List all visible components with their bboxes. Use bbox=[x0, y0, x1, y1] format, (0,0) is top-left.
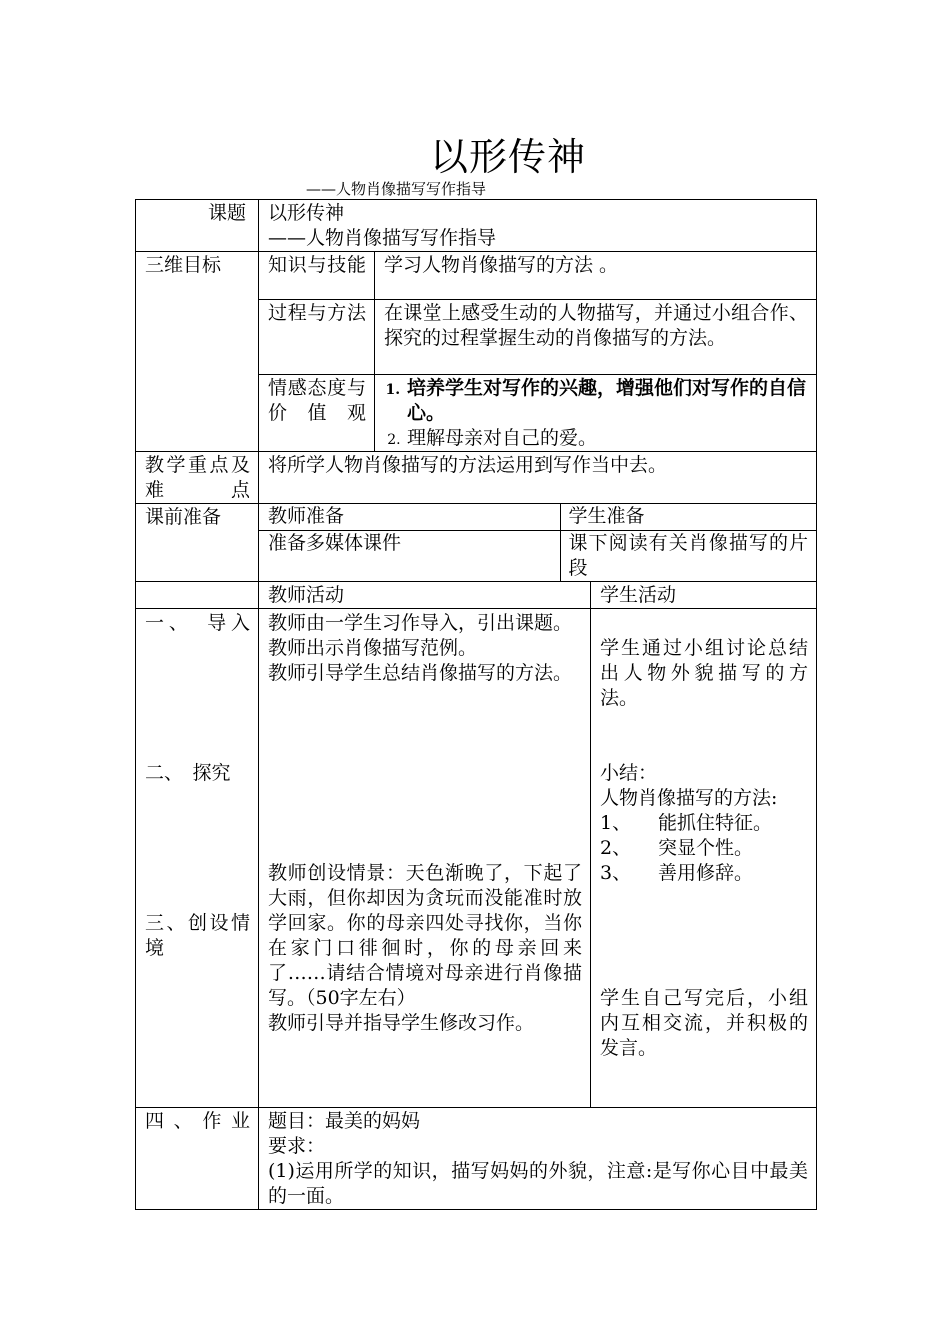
summary-item-3: 3、 善用修辞。 bbox=[600, 861, 754, 884]
process-value: 在课堂上感受生动的人物描写，并通过小组合作、探究的过程掌握生动的肖像描写的方法。 bbox=[375, 300, 817, 375]
teacher-activities bbox=[259, 608, 591, 1107]
teacher-activity-2: 教师出示肖像描写范例。 bbox=[268, 636, 478, 659]
preparation-subtable bbox=[259, 504, 816, 581]
teacher-activity-3: 教师引导学生总结肖像描写的方法。 bbox=[268, 661, 573, 684]
activity-steps bbox=[136, 608, 259, 1107]
topic-row bbox=[136, 200, 817, 252]
activity-header-row bbox=[136, 581, 817, 608]
page-title: 以形传神 bbox=[429, 135, 586, 179]
topic-value bbox=[259, 200, 817, 252]
emotion-list bbox=[377, 376, 808, 451]
emotion-value bbox=[375, 375, 817, 452]
homework-topic: 题目：最美的妈妈 bbox=[268, 1109, 421, 1132]
teacher-activity-header: 教师活动 bbox=[259, 581, 591, 608]
activity-step-header bbox=[136, 581, 259, 608]
summary-subtitle: 人物肖像描写的方法: bbox=[600, 786, 778, 809]
goals-knowledge-row bbox=[136, 252, 817, 300]
homework-value bbox=[259, 1107, 817, 1209]
teacher-activity-1: 教师由一学生习作导入，引出课题。 bbox=[268, 611, 573, 634]
knowledge-value: 学习人物肖像描写的方法 。 bbox=[375, 252, 817, 300]
summary-item-2: 2、 突显个性。 bbox=[600, 836, 754, 859]
student-activity-1: 学生通过小组讨论总结出人物外貌描写的方法。 bbox=[600, 636, 809, 709]
student-prep-header: 学生准备 bbox=[560, 504, 816, 530]
teacher-activity-5: 教师引导并指导学生修改习作。 bbox=[268, 1011, 535, 1034]
homework-row bbox=[136, 1107, 817, 1209]
teacher-prep-value: 准备多媒体课件 bbox=[259, 530, 560, 581]
preparation-row bbox=[136, 504, 817, 582]
step-situation: 三、创设情境 bbox=[145, 911, 250, 959]
student-activity-header: 学生活动 bbox=[591, 581, 817, 608]
emotion-item-2: 2. 理解母亲对自己的爱。 bbox=[405, 426, 808, 451]
knowledge-label: 知识与技能 bbox=[259, 252, 375, 300]
step-explore: 二、 探究 bbox=[145, 761, 231, 784]
emotion-item-1: 1. 培养学生对写作的兴趣，增强他们对写作的自信心。 bbox=[405, 376, 808, 426]
summary-item-1: 1、 能抓住特征。 bbox=[600, 811, 773, 834]
goals-label: 三维目标 bbox=[136, 252, 259, 452]
keypoints-label: 教学重点及难点 bbox=[136, 452, 259, 504]
teacher-prep-header: 教师准备 bbox=[259, 504, 560, 530]
homework-req-1: (1)运用所学的知识，描写妈妈的外貌，注意:是写你心目中最美的一面。 bbox=[268, 1159, 809, 1207]
step-intro: 一、 导入 bbox=[145, 611, 250, 634]
topic-label: 课题 bbox=[136, 200, 259, 252]
emotion-label: 情感态度与价值观 bbox=[259, 375, 375, 452]
student-prep-value: 课下阅读有关肖像描写的片段 bbox=[560, 530, 816, 581]
preparation-label: 课前准备 bbox=[136, 504, 259, 582]
keypoints-value: 将所学人物肖像描写的方法运用到写作当中去。 bbox=[259, 452, 817, 504]
page-subtitle: ——人物肖像描写写作指导 bbox=[306, 180, 487, 198]
topic-line1: 以形传神 bbox=[268, 202, 345, 224]
lesson-plan-table bbox=[135, 199, 817, 1210]
homework-req-label: 要求： bbox=[268, 1134, 326, 1157]
teacher-activity-4: 教师创设情景：天色渐晚了，下起了大雨，但你却因为贪玩而没能准时放学回家。你的母亲四处寻找你，当你在家门口徘徊时，你的母亲回来了……请结合情境对母亲进行肖像描写。（50字左右） bbox=[268, 861, 582, 1009]
activity-body-row bbox=[136, 608, 817, 1107]
topic-line2: ——人物肖像描写写作指导 bbox=[268, 227, 497, 249]
process-label: 过程与方法 bbox=[259, 300, 375, 375]
keypoints-row bbox=[136, 452, 817, 504]
homework-label: 四、作业 bbox=[136, 1107, 259, 1209]
summary-title: 小结： bbox=[600, 761, 658, 784]
student-activities bbox=[591, 608, 817, 1107]
preparation-grid bbox=[259, 504, 817, 582]
student-activity-2: 学生自己写完后，小组内互相交流，并积极的发言。 bbox=[600, 986, 809, 1059]
